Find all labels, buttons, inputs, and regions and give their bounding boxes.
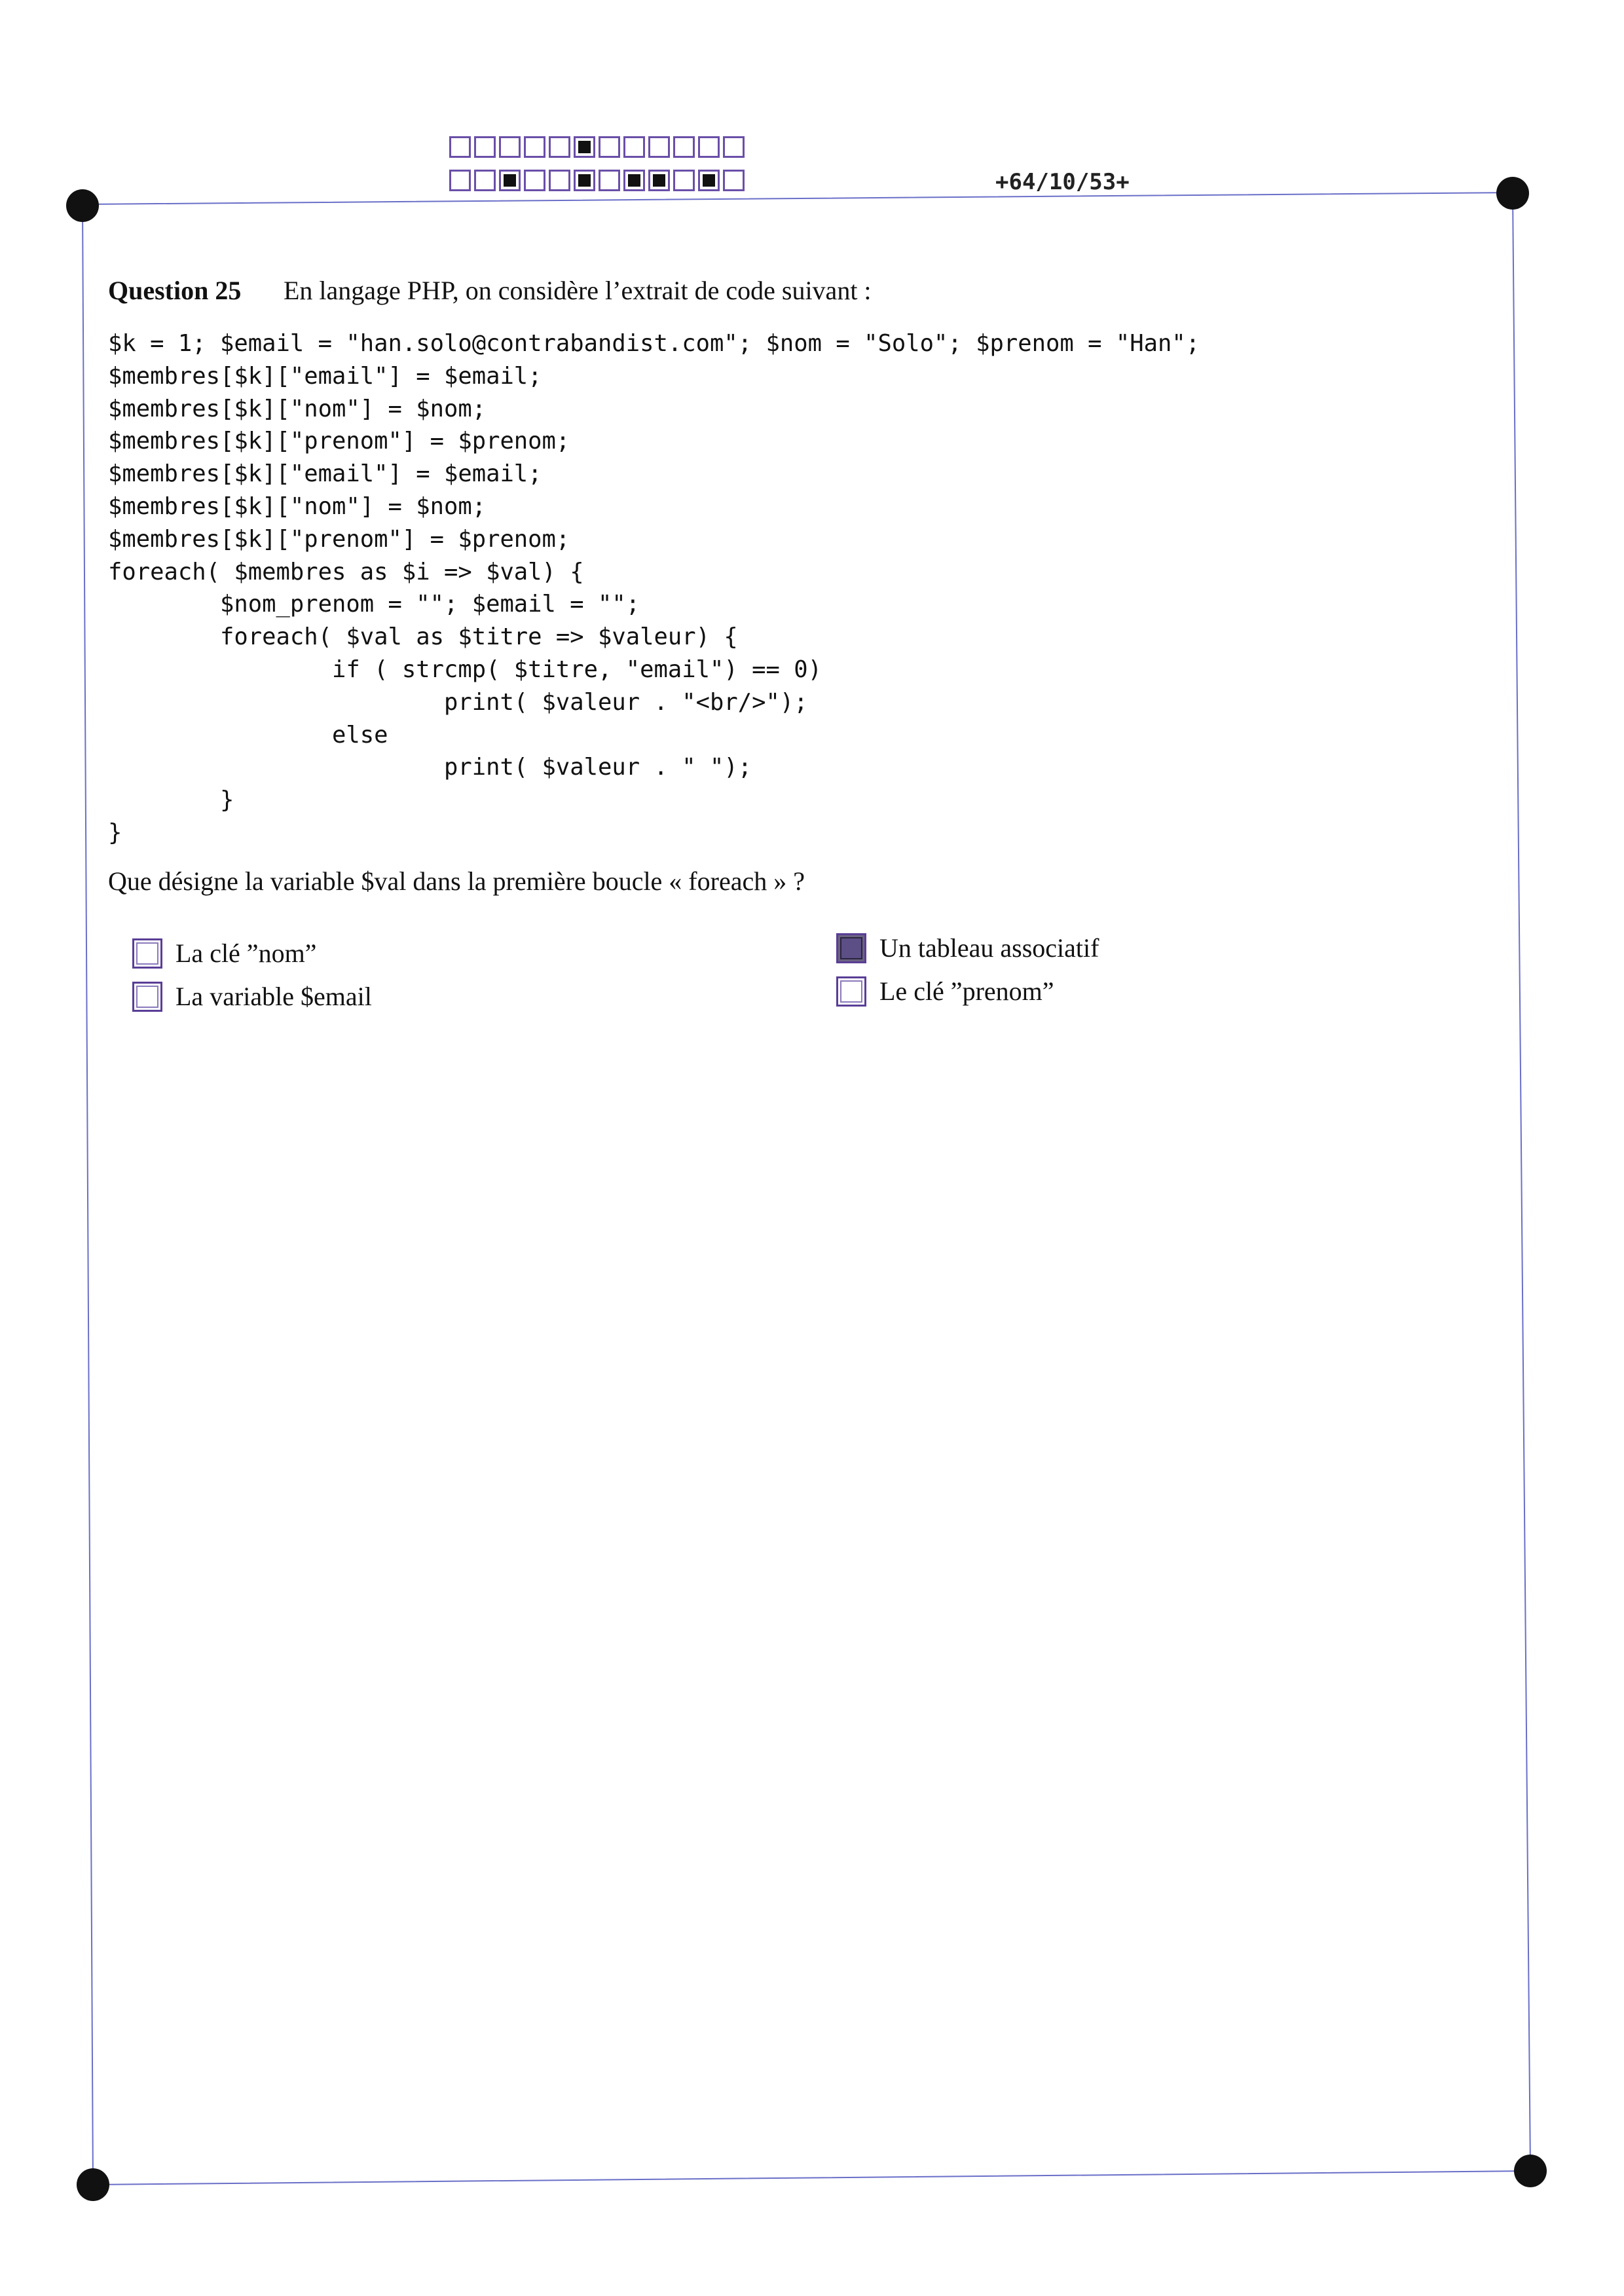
answer-checkbox[interactable] [132, 982, 162, 1012]
question-header [108, 275, 872, 306]
code-line: $membres[$k]["email"] = $email; [108, 460, 542, 488]
code-line: $membres[$k]["email"] = $email; [108, 362, 542, 390]
code-line: } [108, 819, 122, 846]
code-line: $membres[$k]["prenom"] = $prenom; [108, 525, 570, 553]
id-cell-empty [673, 136, 695, 158]
code-line: $membres[$k]["nom"] = $nom; [108, 395, 487, 422]
choice-label: Un tableau associatif [879, 933, 1099, 963]
choice-variable-email[interactable] [132, 981, 372, 1012]
id-cell-empty [698, 136, 720, 158]
code-line: foreach( $val as $titre => $valeur) { [108, 623, 738, 651]
id-cell-empty [549, 136, 570, 158]
id-cell-empty [499, 136, 521, 158]
id-cell-empty [474, 170, 496, 191]
id-cell-empty [623, 136, 645, 158]
answer-checkbox[interactable] [132, 938, 162, 969]
id-cell-empty [549, 170, 570, 191]
id-code-row-2 [449, 170, 748, 191]
choice-label: La variable $email [175, 982, 372, 1011]
code-line: } [108, 787, 234, 814]
question-prompt: Que désigne la variable $val dans la première boucle « foreach » ? [108, 866, 805, 896]
id-cell-empty [599, 136, 620, 158]
code-line: print( $valeur . " "); [108, 754, 752, 781]
id-cell-filled [623, 170, 645, 191]
answer-checkbox[interactable] [836, 976, 866, 1007]
id-code-row-1 [449, 136, 748, 158]
code-line: foreach( $membres as $i => $val) { [108, 558, 584, 585]
id-cell-empty [474, 136, 496, 158]
id-cell-filled [698, 170, 720, 191]
code-line: $membres[$k]["nom"] = $nom; [108, 492, 487, 520]
id-cell-empty [599, 170, 620, 191]
answer-checkbox-checked[interactable] [836, 933, 866, 963]
choice-label: Le clé ”prenom” [879, 976, 1054, 1006]
code-line: $nom_prenom = ""; $email = ""; [108, 591, 640, 618]
id-cell-empty [648, 136, 670, 158]
code-line: $k = 1; $email = "han.solo@contrabandist.com"; $nom = "Solo"; $prenom = "Han"; [108, 330, 1200, 357]
id-cell-filled [648, 170, 670, 191]
id-cell-empty [524, 170, 545, 191]
corner-marker-bottom-left [77, 2168, 109, 2201]
question-label: Question 25 [108, 276, 242, 305]
code-line: $membres[$k]["prenom"] = $prenom; [108, 428, 570, 455]
code-line: else [108, 721, 388, 749]
page-code: +64/10/53+ [995, 169, 1130, 195]
id-cell-empty [449, 136, 471, 158]
choice-tableau-associatif[interactable] [836, 933, 1099, 963]
code-line: print( $valeur . "<br/>"); [108, 688, 808, 716]
id-cell-filled [574, 136, 595, 158]
id-cell-empty [673, 170, 695, 191]
corner-marker-top-right [1496, 177, 1529, 210]
choice-cle-prenom[interactable] [836, 976, 1054, 1007]
choice-la-cle-nom[interactable] [132, 938, 316, 969]
code-block [108, 327, 1200, 849]
id-cell-filled [499, 170, 521, 191]
id-cell-filled [574, 170, 595, 191]
id-cell-empty [449, 170, 471, 191]
corner-marker-bottom-right [1514, 2155, 1547, 2187]
id-cell-empty [723, 170, 745, 191]
code-line: if ( strcmp( $titre, "email") == 0) [108, 656, 822, 683]
id-cell-empty [524, 136, 545, 158]
id-cell-empty [723, 136, 745, 158]
question-text: En langage PHP, on considère l’extrait de code suivant : [284, 276, 872, 305]
corner-marker-top-left [66, 189, 99, 222]
choice-label: La clé ”nom” [175, 938, 317, 968]
